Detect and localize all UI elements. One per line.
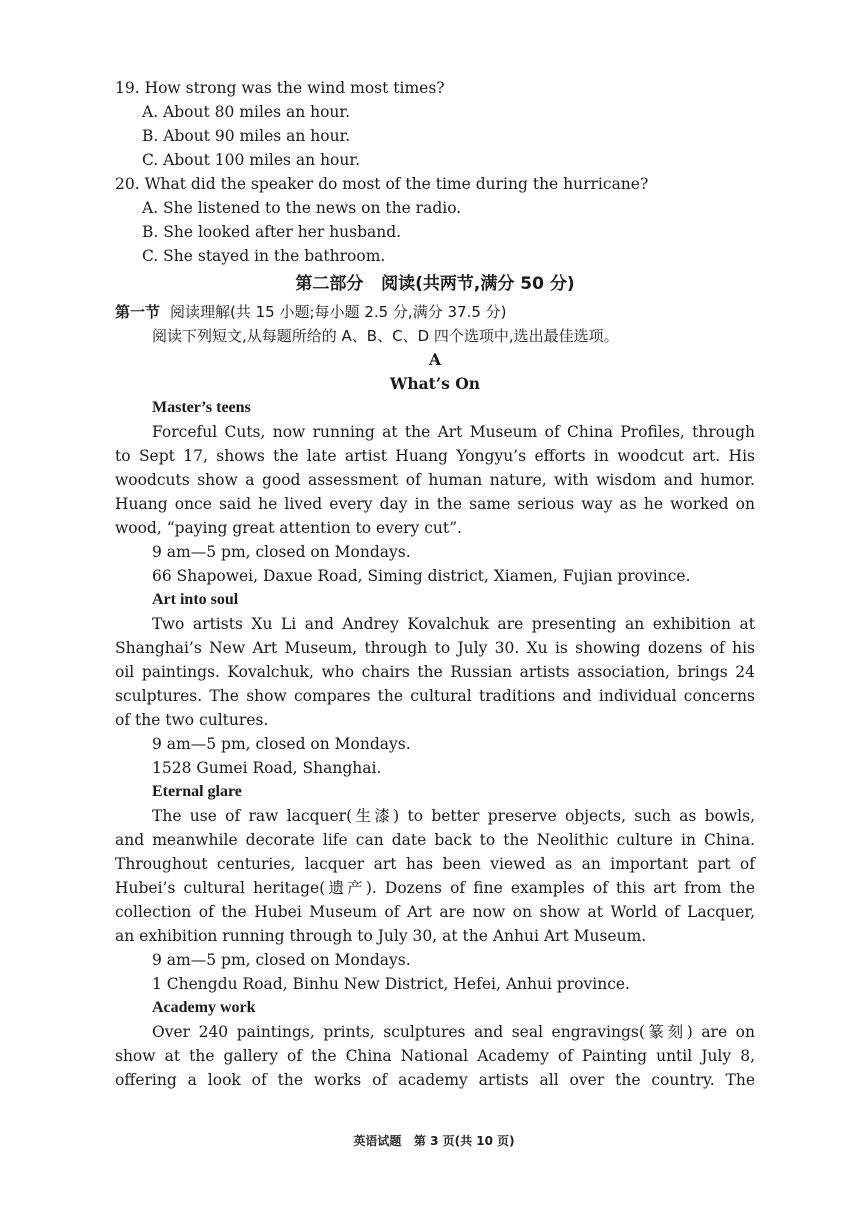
question-stem: 20. What did the speaker do most of the time during the hurricane? bbox=[115, 175, 649, 193]
question-19 bbox=[115, 76, 755, 172]
text-line: Shanghai’s New Art Museum, through to July 30. Xu is showing dozens of his bbox=[115, 639, 755, 657]
passage-item bbox=[115, 996, 755, 1092]
section-title bbox=[115, 300, 755, 324]
text-line: Two artists Xu Li and Andrey Kovalchuk are presenting an exhibition at bbox=[152, 615, 755, 633]
option-c: C. About 100 miles an hour. bbox=[142, 151, 361, 169]
item-heading: Master’s teens bbox=[152, 399, 251, 416]
option-a: A. About 80 miles an hour. bbox=[142, 103, 351, 121]
text-line: woodcuts show a good assessment of human nature, with wisdom and humor. bbox=[115, 471, 755, 489]
text-line: and meanwhile decorate life can date back to the Neolithic culture in China. bbox=[115, 831, 755, 849]
option-c: C. She stayed in the bathroom. bbox=[142, 247, 386, 265]
text-line: Huang once said he lived every day in the same serious way as he worked on bbox=[115, 495, 755, 513]
text-line: show at the gallery of the China National Academy of Painting until July 8, bbox=[115, 1047, 755, 1065]
passage-item bbox=[115, 588, 755, 780]
item-hours: 9 am—5 pm, closed on Mondays. bbox=[152, 735, 411, 753]
part-title: 第二部分 阅读(共两节,满分 50 分) bbox=[295, 274, 575, 294]
item-hours: 9 am—5 pm, closed on Mondays. bbox=[152, 951, 411, 969]
item-hours: 9 am—5 pm, closed on Mondays. bbox=[152, 543, 411, 561]
text-line: Hubei’s cultural heritage(遗产). Dozens of fine examples of this art from the bbox=[115, 879, 755, 897]
question-20 bbox=[115, 172, 755, 268]
text-line: sculptures. The show compares the cultural traditions and individual concerns bbox=[115, 687, 755, 705]
passage-item bbox=[115, 396, 755, 588]
text-line: Forceful Cuts, now running at the Art Museum of China Profiles, through bbox=[152, 423, 755, 441]
question-stem: 19. How strong was the wind most times? bbox=[115, 79, 445, 97]
passage-letter: A bbox=[428, 350, 442, 369]
item-address: 1528 Gumei Road, Shanghai. bbox=[152, 759, 382, 777]
text-line: wood, “paying great attention to every cut”. bbox=[115, 519, 462, 537]
item-heading: Academy work bbox=[152, 999, 256, 1016]
item-address: 66 Shapowei, Daxue Road, Siming district, Xiamen, Fujian province. bbox=[152, 567, 691, 585]
text-line: an exhibition running through to July 30, at the Anhui Art Museum. bbox=[115, 927, 647, 945]
section-label: 第一节 bbox=[115, 303, 161, 321]
item-heading: Eternal glare bbox=[152, 783, 242, 800]
item-heading: Art into soul bbox=[152, 591, 239, 608]
text-line: Over 240 paintings, prints, sculptures and seal engravings(篆刻) are on bbox=[152, 1023, 755, 1041]
exam-page bbox=[115, 76, 755, 1092]
text-line: collection of the Hubei Museum of Art are now on show at World of Lacquer, bbox=[115, 903, 755, 921]
text-line: to Sept 17, shows the late artist Huang Yongyu’s efforts in woodcut art. His bbox=[115, 447, 755, 465]
item-address: 1 Chengdu Road, Binhu New District, Hefei, Anhui province. bbox=[152, 975, 630, 993]
text-line: oil paintings. Kovalchuk, who chairs the Russian artists association, brings 24 bbox=[115, 663, 755, 681]
page-footer: 英语试题 第 3 页(共 10 页) bbox=[353, 1134, 515, 1148]
section-instruction: 阅读下列短文,从每题所给的 A、B、C、D 四个选项中,选出最佳选项。 bbox=[152, 327, 619, 345]
option-a: A. She listened to the news on the radio. bbox=[142, 199, 462, 217]
passage-title: What’s On bbox=[389, 374, 481, 393]
passage-item bbox=[115, 780, 755, 996]
option-b: B. She looked after her husband. bbox=[142, 223, 402, 241]
option-b: B. About 90 miles an hour. bbox=[142, 127, 351, 145]
section-heading: 阅读理解(共 15 小题;每小题 2.5 分,满分 37.5 分) bbox=[170, 303, 507, 321]
text-line: The use of raw lacquer(生漆) to better preserve objects, such as bowls, bbox=[152, 807, 755, 825]
text-line: offering a look of the works of academy artists all over the country. The bbox=[115, 1071, 755, 1089]
text-line: Throughout centuries, lacquer art has been viewed as an important part of bbox=[115, 855, 755, 873]
text-line: of the two cultures. bbox=[115, 711, 269, 729]
